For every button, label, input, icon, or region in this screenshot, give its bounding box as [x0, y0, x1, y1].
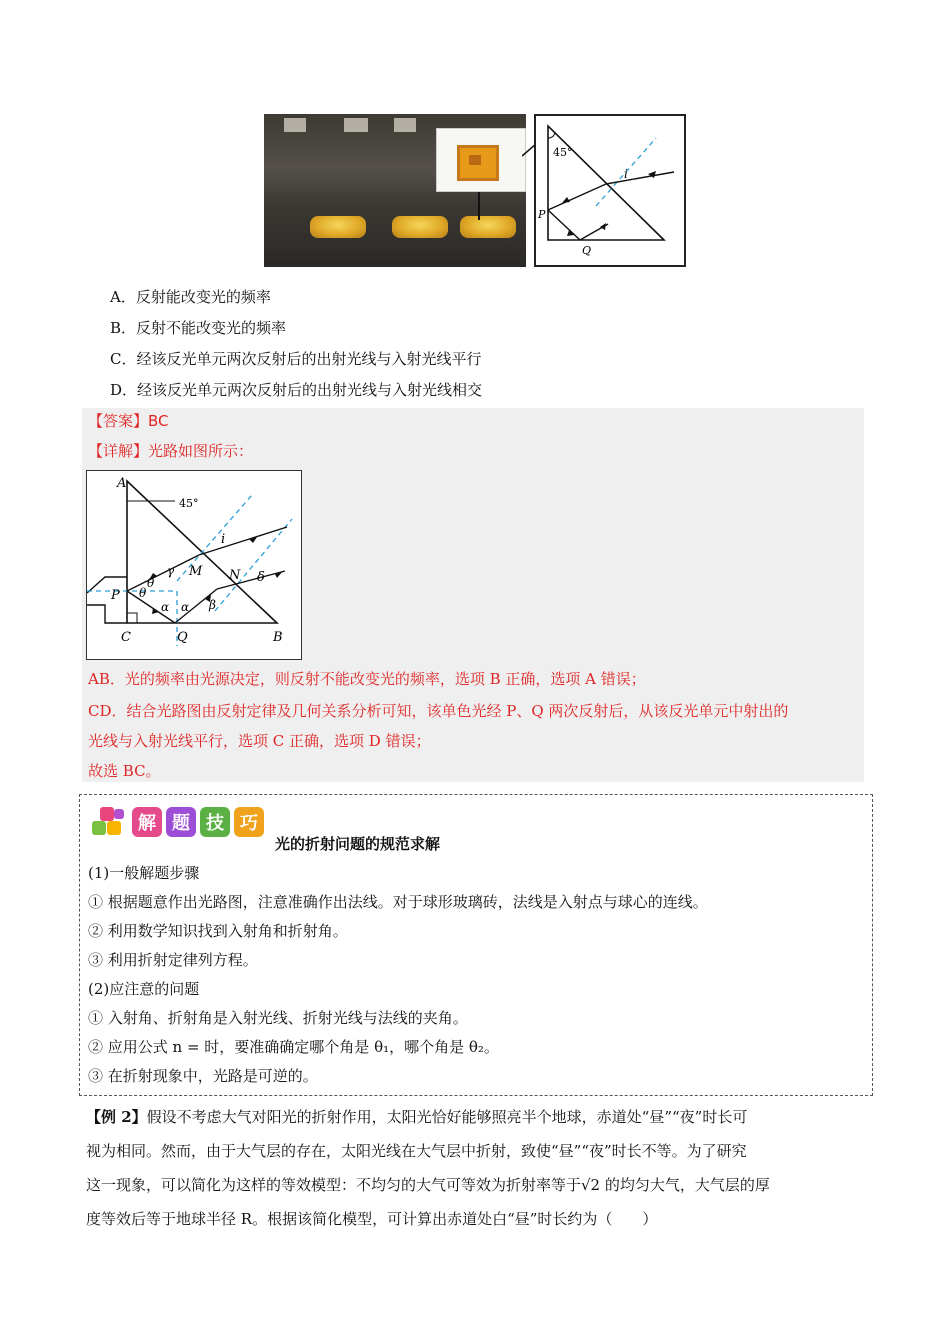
road-marking [344, 118, 368, 132]
angle-i-label: i [221, 532, 226, 547]
badge-char: 技 [200, 807, 230, 837]
explanation-cd-cont: 光线与入射光线平行，选项 C 正确，选项 D 错误； [88, 732, 431, 750]
vertex-c-label: C [121, 630, 131, 645]
answer-panel [82, 408, 864, 782]
reflector-unit [460, 216, 516, 238]
badge-char: 解 [132, 807, 162, 837]
point-m-label: M [189, 564, 203, 579]
example-line: 这一现象，可以简化为这样的等效模型：不均匀的大气可等效为折射率等于√2 的均匀大气，大气层的厚 [86, 1176, 770, 1194]
detail-line [88, 440, 253, 461]
road-marking [394, 118, 416, 132]
tips-line: (1)一般解题步骤 [88, 864, 200, 882]
tips-line: ① 入射角、折射角是入射光线、折射光线与法线的夹角。 [88, 1009, 468, 1027]
explanation-ab: AB．光的频率由光源决定，则反射不能改变光的频率，选项 B 正确，选项 A 错误； [88, 670, 646, 688]
angle-theta-lower-label: θ [139, 586, 147, 600]
detail-label: 【详解】 [88, 442, 149, 460]
reflector-figure [264, 114, 686, 270]
example-2 [86, 1100, 866, 1236]
tips-line: ③ 在折射现象中，光路是可逆的。 [88, 1067, 318, 1085]
answer-label: 【答案】 [88, 412, 149, 430]
road-marking [284, 118, 306, 132]
tips-badge [92, 805, 264, 839]
example-label: 【例 2】 [86, 1108, 147, 1126]
tips-line: ① 根据题意作出光路图，注意准确作出法线。对于球形玻璃砖，法线是入射点与球心的连线。 [88, 893, 708, 911]
puzzle-icon [92, 807, 128, 837]
angle-label: 45° [553, 146, 573, 159]
angle-delta-label: δ [257, 570, 265, 585]
point-q-label: Q [177, 630, 188, 645]
example-text: 假设不考虑大气对阳光的折射作用，太阳光恰好能够照亮半个地球，赤道处“昼”“夜”时长可 [146, 1108, 748, 1126]
option-b: B．反射不能改变光的频率 [110, 319, 287, 337]
angle-alpha-right-label: α [181, 600, 190, 614]
prism-diagram [534, 114, 686, 267]
reflector-unit [310, 216, 366, 238]
angle-45-label: 45° [179, 497, 199, 510]
incident-angle-label: i [624, 167, 628, 181]
point-p-label: P [538, 208, 546, 221]
tips-line: ② 应用公式 n = 时，要准确确定哪个角是 θ₁，哪个角是 θ₂。 [88, 1038, 499, 1056]
tips-box [79, 794, 873, 1096]
reflector-closeup [436, 128, 526, 192]
light-path-diagram [86, 470, 302, 660]
point-q-label: Q [582, 244, 592, 257]
callout-line [478, 190, 480, 220]
example-line [86, 1100, 866, 1134]
angle-beta-label: β [209, 598, 216, 612]
angle-alpha-left-label: α [161, 600, 170, 614]
tips-title: 光的折射问题的规范求解 [275, 835, 441, 853]
badge-char: 巧 [234, 807, 264, 837]
vertex-b-label: B [273, 630, 283, 645]
vertex-a-label: A [117, 476, 127, 491]
tips-line: ③ 利用折射定律列方程。 [88, 951, 258, 969]
tips-line: ② 利用数学知识找到入射角和折射角。 [88, 922, 348, 940]
tips-line: (2)应注意的问题 [88, 980, 200, 998]
explanation-conclusion: 故选 BC。 [88, 762, 161, 780]
option-c: C．经该反光单元两次反射后的出射光线与入射光线平行 [110, 350, 482, 368]
road-reflector-photo [264, 114, 526, 267]
point-n-label: N [229, 568, 241, 583]
answer-options [110, 282, 482, 406]
angle-theta-upper-label: θ [147, 576, 155, 590]
angle-gamma-label: γ [167, 564, 175, 578]
point-p-label: P [111, 588, 120, 603]
answer-line [88, 410, 169, 431]
example-line: 度等效后等于地球半径 R。根据该简化模型，可计算出赤道处白“昼”时长约为（ ） [86, 1210, 658, 1228]
option-a: A．反射能改变光的频率 [110, 288, 271, 306]
explanation-cd: CD．结合光路图由反射定律及几何关系分析可知，该单色光经 P、Q 两次反射后，从该反光单元中射出的 [88, 702, 789, 720]
reflector-unit [392, 216, 448, 238]
detail-text: 光路如图所示： [148, 442, 254, 460]
option-d: D．经该反光单元两次反射后的出射光线与入射光线相交 [110, 381, 483, 399]
badge-char: 题 [166, 807, 196, 837]
example-line: 视为相同。然而，由于大气层的存在，太阳光线在大气层中折射，致使“昼”“夜”时长不等。为了研究 [86, 1142, 747, 1160]
answer-value: BC [148, 412, 169, 430]
tips-content [88, 859, 708, 1091]
